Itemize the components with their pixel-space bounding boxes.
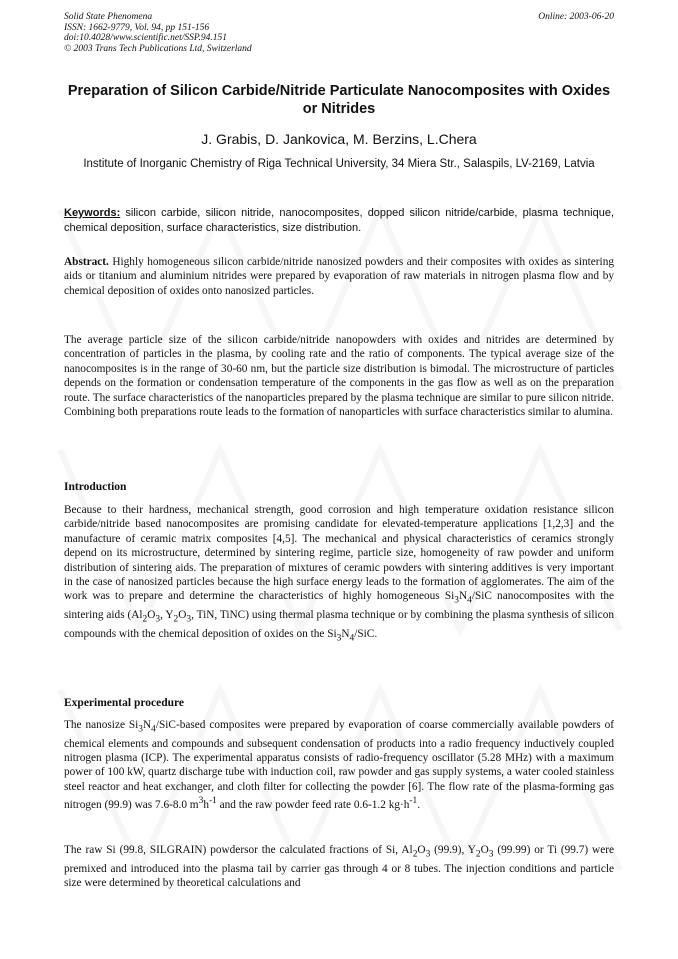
copyright: © 2003 Trans Tech Publications Ltd, Switzerland [64, 43, 252, 54]
affiliation: Institute of Inorganic Chemistry of Riga Technical University, 34 Miera Str., Salaspils, LV-2169, Latvia [83, 158, 595, 170]
introduction-paragraph: Because to their hardness, mechanical strength, good corrosion and high temperature oxidation resistance silicon carbide/nitride based nanocomposites are promising candidate for elevated-temperature applications [1,2,3] and the manufacture of ceramic matrix composites [4,5]. The mechanical and physical characteristics of ceramics strongly depend on its microstructure, determined by sintering regime, particle size, homogeneity of raw powder and uniform distribution of sintering aids. The preparation of mixtures of ceramic powders with sintering additives is very important in the case of nanosized particles because the high surface energy leads to the formation of agglomerates. The aim of the work was to prepare and determine the characteristics of highly homogeneous $Si_3N_4$/SiC nanocomposites with the sintering aids ($Al_2O_3$, $Y_2O_3$, TiN, TiNC) using thermal plasma technique or by combining the plasma synthesis of silicon compounds with the chemical deposition of oxides on the $Si_3N_4$/SiC. [64, 504, 614, 643]
experimental-paragraph-2: The raw Si (99.8, SILGRAIN) powdersor the calculated fractions of Si, $Al_2O_3$ (99.9), $Y_2O_3$ (99.99) or Ti (99.7) were premixed and introduced into the plasma tail by carrier gas through 4 or 8 tubes. The injection conditions and particle size were determined by theoretical calculations and [64, 844, 614, 890]
journal-info [64, 12, 252, 54]
keywords [64, 206, 614, 235]
issn: ISSN: 1662-9779, Vol. 94, pp 151-156 [64, 22, 210, 33]
online-date: Online: 2003-06-20 [538, 12, 614, 22]
keywords-text: silicon carbide, silicon nitride, nanocomposites, dopped silicon nitride/carbide, plasma technique, chemical deposition, surface characteristics, size distribution. [64, 207, 614, 234]
experimental-paragraph-1: The nanosize $Si_3N_4/SiC$-based composites were prepared by evaporation of coarse commercially available powders of chemical elements and compounds and subsequent condensation of products into a radio frequency inductively coupled nitrogen plasma (ICP). The experimental apparatus consists of radio-frequency oscillator (5.28 MHz) with a maximum power of 100 kW, quartz discharge tube with induction coil, raw powder and gas supply systems, a water cooled stainless steel reactor and heat exchanger, and cloth filter for collecting the powder [6]. The flow rate of the plasma-forming gas nitrogen (99.9) was 7.6-8.0 $m^3h^{-1}$ and the raw powder feed rate 0.6-1.2 $kg\cdot h^{-1}$. [64, 719, 614, 812]
experimental-heading: Experimental procedure [64, 697, 184, 709]
doi: doi:10.4028/www.scientific.net/SSP.94.151 [64, 33, 227, 43]
paper-title: Preparation of Silicon Carbide/Nitride Particulate Nanocomposites with Oxides or Nitrides [67, 83, 611, 117]
introduction-heading: Introduction [64, 481, 127, 493]
keywords-label: Keywords: [64, 207, 121, 219]
abstract-paragraph-2: The average particle size of the silicon carbide/nitride nanopowders with oxides and nitrides are determined by concentration of particles in the plasma, by cooling rate and the ratio of components. The typical average size of the nanocomposites is in the range of 30-60 nm, but the particle size distribution is bimodal. The microstructure of particles depends on the formation or condensation temperature of the components in the gas flow as well as on the preparation route. The surface characteristics of the nanoparticles prepared by the plasma technique are similar to pure silicon nitride. Combining both preparations route leads to the formation of nanoparticles with surface characteristics similar to alumina. [64, 334, 614, 419]
abstract-paragraph-1: Abstract. Highly homogeneous silicon carbide/nitride nanosized powders and their composites with oxides as sintering aids or titanium and aluminium nitrides were prepared by evaporation of raw materials in nitrogen plasma flow and by chemical deposition of oxides onto nanosized particles. [64, 256, 614, 297]
abstract-label: Abstract. [64, 256, 109, 268]
journal-name: Solid State Phenomena [64, 12, 153, 22]
authors: J. Grabis, D. Jankovica, M. Berzins, L.Chera [201, 131, 477, 147]
